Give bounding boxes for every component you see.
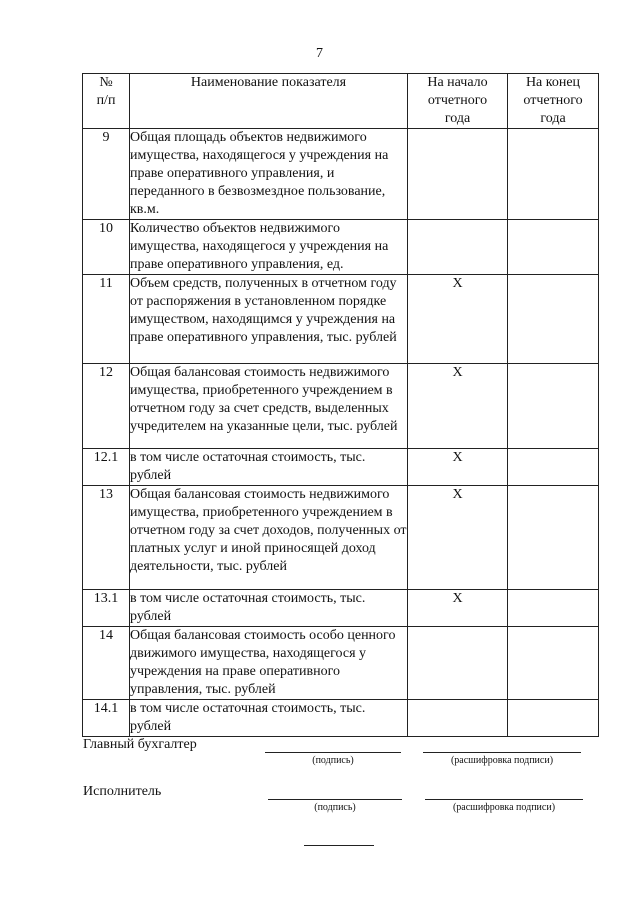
row-number: 14.1 [83, 700, 130, 737]
row-indicator-name: Общая балансовая стоимость недвижимого имущества, приобретенного учреждением в отчетном году за счет доходов, полученных от платных услуг и иной приносящей доход деятельности, тыс. рублей [130, 486, 408, 590]
header-number-label: № п/п [96, 75, 116, 108]
row-end-value [508, 129, 599, 220]
table-row [83, 364, 599, 449]
chief-accountant-signature-caption: (подпись) [312, 755, 354, 766]
executor-decoding-caption: (расшифровка подписи) [452, 802, 556, 813]
header-start-label: На начало отчетного года [427, 75, 488, 126]
row-number: 14 [83, 627, 130, 700]
row-end-value [508, 590, 599, 627]
row-number: 9 [83, 129, 130, 220]
table-row [83, 275, 599, 364]
row-end-value [508, 486, 599, 590]
row-start-value [408, 129, 508, 220]
page-number: 7 [316, 46, 323, 61]
row-number: 11 [83, 275, 130, 364]
row-indicator-name: в том числе остаточная стоимость, тыс. рублей [130, 700, 408, 737]
table-header-row [83, 74, 599, 129]
row-number: 13.1 [83, 590, 130, 627]
table-row [83, 449, 599, 486]
table-row [83, 129, 599, 220]
chief-accountant-label: Главный бухгалтер [83, 737, 197, 752]
row-start-value: X [408, 449, 508, 486]
executor-decoding-line[interactable] [425, 799, 583, 800]
row-end-value [508, 700, 599, 737]
indicators-table [82, 73, 599, 737]
row-start-value [408, 700, 508, 737]
header-start-of-year [408, 74, 508, 129]
row-start-value: X [408, 364, 508, 449]
table-row [83, 700, 599, 737]
row-indicator-name: Общая площадь объектов недвижимого имущества, находящегося у учреждения на праве оперативного управления, и переданного в безвозмездное пользование, кв.м. [130, 129, 408, 220]
table-row [83, 627, 599, 700]
row-end-value [508, 627, 599, 700]
row-number: 13 [83, 486, 130, 590]
row-start-value [408, 220, 508, 275]
row-indicator-name: в том числе остаточная стоимость, тыс. рублей [130, 449, 408, 486]
row-end-value [508, 275, 599, 364]
row-start-value [408, 627, 508, 700]
chief-accountant-signature-line[interactable] [265, 752, 401, 753]
header-number [83, 74, 130, 129]
header-name-label: Наименование показателя [190, 75, 347, 90]
executor-label: Исполнитель [83, 784, 162, 799]
row-indicator-name: в том числе остаточная стоимость, тыс. рублей [130, 590, 408, 627]
row-indicator-name: Количество объектов недвижимого имущества, находящегося у учреждения на праве оперативного управления, ед. [130, 220, 408, 275]
row-start-value: X [408, 590, 508, 627]
table-row [83, 220, 599, 275]
row-number: 12.1 [83, 449, 130, 486]
row-start-value: X [408, 486, 508, 590]
footer-divider [304, 845, 374, 846]
header-end-of-year [508, 74, 599, 129]
table-row [83, 590, 599, 627]
chief-accountant-decoding-caption: (расшифровка подписи) [450, 755, 554, 766]
executor-signature-line[interactable] [268, 799, 402, 800]
table-row [83, 486, 599, 590]
row-indicator-name: Общая балансовая стоимость особо ценного движимого имущества, находящегося у учреждения на праве оперативного управления, тыс. рублей [130, 627, 408, 700]
row-number: 10 [83, 220, 130, 275]
row-end-value [508, 220, 599, 275]
row-start-value: X [408, 275, 508, 364]
chief-accountant-decoding-line[interactable] [423, 752, 581, 753]
row-end-value [508, 364, 599, 449]
header-name [130, 74, 408, 129]
row-indicator-name: Объем средств, полученных в отчетном году от распоряжения в установленном порядке имуществом, находящимся у учреждения на праве оперативного управления, тыс. рублей [130, 275, 408, 364]
header-end-label: На конец отчетного года [523, 75, 583, 126]
row-indicator-name: Общая балансовая стоимость недвижимого имущества, приобретенного учреждением в отчетном году за счет средств, выделенных учредителем на указанные цели, тыс. рублей [130, 364, 408, 449]
row-number: 12 [83, 364, 130, 449]
row-end-value [508, 449, 599, 486]
executor-signature-caption: (подпись) [314, 802, 356, 813]
